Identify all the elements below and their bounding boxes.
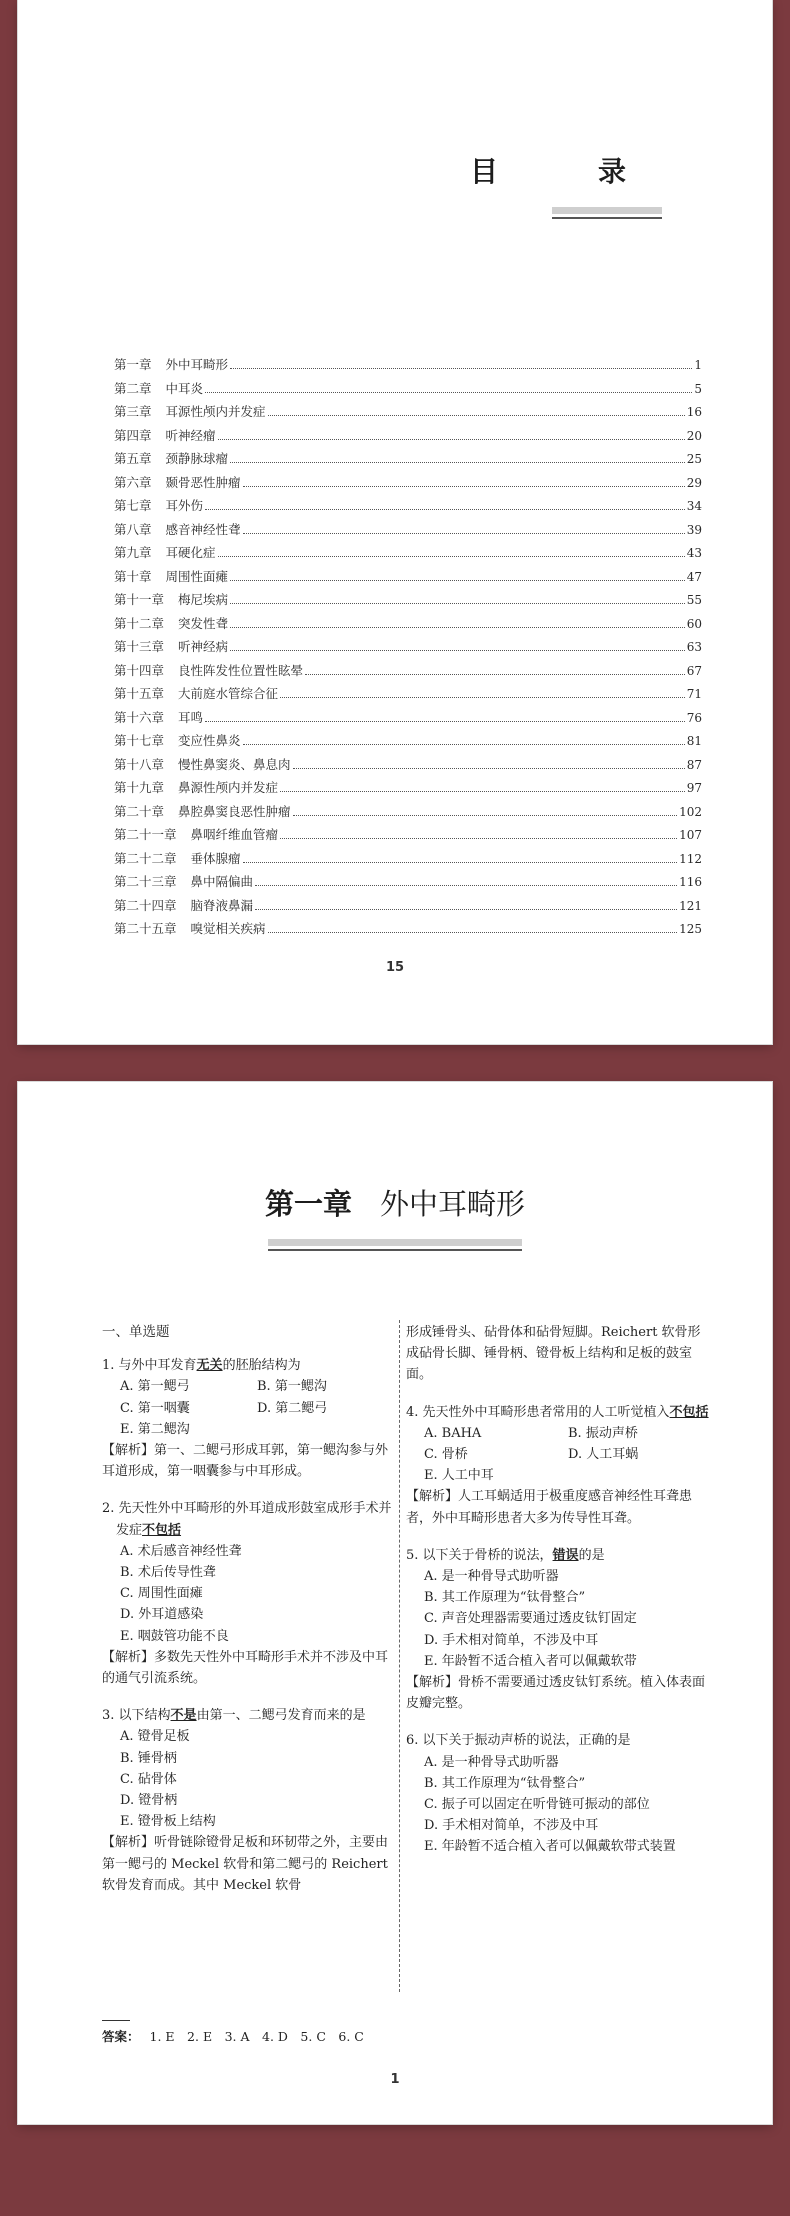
toc-entry xyxy=(114,731,702,755)
option-row xyxy=(102,1398,394,1419)
toc-entry xyxy=(114,919,702,943)
toc-chapter-number: 第二十三章 xyxy=(114,874,177,889)
toc-leader-dots xyxy=(205,508,685,510)
toc-chapter-title: 周围性面瘫 xyxy=(165,568,229,584)
toc-chapter-title: 听神经病 xyxy=(178,639,229,654)
toc-entry xyxy=(114,402,702,426)
option: C. 砧骨体 xyxy=(120,1771,177,1787)
chapter-number: 第一章 xyxy=(264,1187,352,1221)
toc-page-number: 116 xyxy=(679,875,702,889)
toc-chapter-title: 感音神经性聋 xyxy=(165,521,241,537)
toc-chapter-number: 第十九章 xyxy=(114,780,165,795)
toc-chapter-number: 第九章 xyxy=(114,545,152,560)
page-number: 15 xyxy=(385,960,405,975)
option: B. 其工作原理为“钛骨整合” xyxy=(424,1775,586,1791)
explanation-continued: 形成锤骨头、砧骨体和砧骨短脚。Reichert 软骨形成砧骨长脚、锤骨柄、镫骨板上结构和足板的鼓室面。 xyxy=(406,1325,701,1383)
toc-chapter-title: 颈静脉球瘤 xyxy=(165,451,229,466)
explanation: 【解析】骨桥不需要通过透皮钛钉系统。植入体表面皮瓣完整。 xyxy=(406,1675,706,1712)
toc-chapter-title: 嗅觉相关疾病 xyxy=(190,921,266,936)
toc-leader-dots xyxy=(280,837,677,839)
chapter-title: 外中耳畸形 xyxy=(380,1187,526,1221)
option: D. 第二鳃弓 xyxy=(257,1400,328,1416)
toc-entry xyxy=(114,872,702,896)
option: E. 人工中耳 xyxy=(424,1468,494,1484)
toc-entry xyxy=(114,449,702,473)
page-number: 1 xyxy=(390,2072,400,2087)
toc-entry xyxy=(114,661,702,685)
question-2 xyxy=(102,1498,394,1689)
option: D. 镫骨柄 xyxy=(120,1793,178,1809)
toc-page-number: 102 xyxy=(679,804,702,819)
toc-leader-dots xyxy=(243,485,685,487)
toc-leader-dots xyxy=(255,908,677,910)
toc-entry xyxy=(114,755,702,779)
right-column xyxy=(406,1322,712,1874)
toc-page-number: 29 xyxy=(686,475,702,490)
toc-chapter-number: 第二章 xyxy=(114,380,152,396)
toc-leader-dots xyxy=(305,673,685,675)
toc-chapter-title: 颞骨恶性肿瘤 xyxy=(165,474,241,490)
toc-leader-dots xyxy=(268,414,685,416)
toc-entry xyxy=(114,520,702,544)
answer-key-label: 答案： xyxy=(102,2029,140,2044)
toc-chapter-number: 第二十四章 xyxy=(114,897,177,913)
toc-chapter-title: 慢性鼻窦炎、鼻息肉 xyxy=(178,756,291,772)
toc-page-number: 55 xyxy=(686,593,702,607)
option: B. 其工作原理为“钛骨整合” xyxy=(424,1590,586,1606)
toc-chapter-title: 良性阵发性位置性眩晕 xyxy=(178,662,304,678)
explanation: 【解析】第一、二鳃弓形成耳郭，第一鳃沟参与外耳道形成，第一咽囊参与中耳形成。 xyxy=(102,1443,389,1480)
option: E. 年龄暂不适合植入者可以佩戴软带 xyxy=(424,1653,637,1669)
option: C. 骨桥 xyxy=(424,1447,468,1463)
question-stem: 6. 以下关于振动声桥的说法，正确的是 xyxy=(406,1733,631,1749)
option: C. 第一咽囊 xyxy=(120,1400,190,1416)
toc-entry xyxy=(114,426,702,450)
question-stem: 3. 以下结构不是由第一、二鳃弓发育而来的是 xyxy=(102,1708,366,1724)
toc-page-number: 20 xyxy=(686,428,702,443)
explanation: 【解析】多数先天性外中耳畸形手术并不涉及中耳的通气引流系统。 xyxy=(102,1649,389,1687)
title-rule xyxy=(552,207,662,221)
toc-chapter-title: 耳硬化症 xyxy=(165,545,216,560)
option: D. 手术相对简单，不涉及中耳 xyxy=(424,1632,599,1648)
option-row xyxy=(406,1444,712,1465)
option-row xyxy=(406,1423,712,1444)
option: A. 是一种骨导式助听器 xyxy=(424,1569,559,1585)
toc-chapter-number: 第四章 xyxy=(114,427,152,443)
option: E. 咽鼓管功能不良 xyxy=(120,1628,229,1644)
toc-leader-dots xyxy=(230,579,685,581)
option: B. 术后传导性聋 xyxy=(120,1565,216,1581)
question-stem: 4. 先天性外中耳畸形患者常用的人工听觉植入不包括 xyxy=(406,1404,709,1420)
toc-chapter-number: 第十七章 xyxy=(114,733,165,748)
option: A. 第一鳃弓 xyxy=(120,1379,190,1395)
question-stem: 1. 与外中耳发育无关的胚胎结构为 xyxy=(102,1358,301,1374)
toc-entry xyxy=(114,496,702,520)
toc-chapter-number: 第七章 xyxy=(114,498,152,513)
toc-leader-dots xyxy=(280,696,685,698)
toc-chapter-number: 第二十章 xyxy=(114,803,165,819)
toc-chapter-number: 第一章 xyxy=(114,357,152,372)
toc-page-number: 81 xyxy=(686,734,702,748)
toc-chapter-title: 梅尼埃病 xyxy=(178,592,229,607)
option: B. 锤骨柄 xyxy=(120,1750,177,1766)
toc-chapter-title: 变应性鼻炎 xyxy=(178,733,241,748)
chapter-page xyxy=(18,1082,772,2124)
question-1 xyxy=(102,1355,394,1482)
toc-entry xyxy=(114,543,702,567)
answer-key xyxy=(102,2027,364,2045)
toc-chapter-title: 脑脊液鼻漏 xyxy=(190,897,254,913)
toc-chapter-number: 第五章 xyxy=(114,451,152,466)
toc-page-number: 5 xyxy=(694,381,702,396)
toc-leader-dots xyxy=(293,814,678,816)
option-row xyxy=(102,1376,394,1397)
left-column xyxy=(102,1322,394,1912)
option: A. 是一种骨导式助听器 xyxy=(424,1754,559,1770)
question-3 xyxy=(102,1705,394,1896)
toc-leader-dots xyxy=(280,790,685,792)
toc-entry xyxy=(114,379,702,403)
toc-page-number: 39 xyxy=(686,522,702,537)
toc-page-number: 16 xyxy=(686,405,702,419)
toc-leader-dots xyxy=(205,391,692,393)
toc-chapter-title: 耳外伤 xyxy=(165,498,204,513)
toc-entry xyxy=(114,637,702,661)
toc-entry xyxy=(114,684,702,708)
toc-entry xyxy=(114,708,702,732)
column-divider xyxy=(399,1320,400,1992)
toc-entry xyxy=(114,825,702,849)
toc-leader-dots xyxy=(230,367,692,369)
toc-chapter-title: 中耳炎 xyxy=(165,380,204,396)
toc-chapter-number: 第十章 xyxy=(114,568,152,584)
toc-chapter-number: 第十一章 xyxy=(114,592,165,607)
toc-chapter-number: 第二十二章 xyxy=(114,850,177,866)
toc-entry xyxy=(114,849,702,873)
toc-chapter-title: 突发性聋 xyxy=(178,615,229,631)
question-4 xyxy=(406,1402,712,1529)
toc-chapter-number: 第三章 xyxy=(114,404,152,419)
option: A. 镫骨足板 xyxy=(120,1729,190,1745)
toc-chapter-title: 外中耳畸形 xyxy=(165,357,229,372)
option: A. 术后感音神经性聋 xyxy=(120,1543,242,1559)
toc-chapter-title: 耳源性颅内并发症 xyxy=(165,404,266,419)
toc-page-number: 43 xyxy=(686,546,702,560)
toc-page-number: 63 xyxy=(686,640,702,654)
toc-chapter-title: 听神经瘤 xyxy=(165,427,216,443)
toc-page-number: 67 xyxy=(686,663,702,678)
toc-chapter-number: 第十三章 xyxy=(114,639,165,654)
toc-chapter-title: 鼻咽纤维血管瘤 xyxy=(190,827,279,842)
option: B. 振动声桥 xyxy=(568,1425,638,1441)
question-6 xyxy=(406,1730,712,1857)
toc-leader-dots xyxy=(243,532,685,534)
toc-page-number: 71 xyxy=(686,687,702,701)
toc-page-number: 112 xyxy=(679,851,702,866)
toc-chapter-number: 第二十一章 xyxy=(114,827,177,842)
toc-leader-dots xyxy=(230,649,685,651)
toc-chapter-number: 第二十五章 xyxy=(114,921,177,936)
option: A. BAHA xyxy=(424,1425,482,1441)
toc-entry xyxy=(114,355,702,379)
toc-leader-dots xyxy=(255,884,677,886)
toc-chapter-number: 第十六章 xyxy=(114,709,165,725)
toc-entry xyxy=(114,590,702,614)
toc-entry xyxy=(114,567,702,591)
toc-chapter-number: 第六章 xyxy=(114,474,152,490)
toc-leader-dots xyxy=(230,461,685,463)
toc-list xyxy=(114,355,702,943)
toc-page-number: 25 xyxy=(686,452,702,466)
option: C. 声音处理器需要通过透皮钛钉固定 xyxy=(424,1611,637,1627)
toc-page-number: 34 xyxy=(686,499,702,513)
title-rule xyxy=(268,1239,522,1253)
toc-chapter-number: 第八章 xyxy=(114,521,152,537)
toc-chapter-title: 耳鸣 xyxy=(178,709,204,725)
toc-chapter-number: 第十八章 xyxy=(114,756,165,772)
option: D. 外耳道感染 xyxy=(120,1607,204,1623)
question-stem: 2. 先天性外中耳畸形的外耳道成形鼓室成形手术并发症不包括 xyxy=(102,1501,392,1538)
toc-leader-dots xyxy=(243,743,685,745)
toc-entry xyxy=(114,896,702,920)
toc-page-number: 1 xyxy=(694,358,702,372)
toc-chapter-title: 鼻中隔偏曲 xyxy=(190,874,254,889)
option: E. 第二鳃沟 xyxy=(120,1421,190,1437)
toc-title: 目 录 xyxy=(469,155,662,188)
option: B. 第一鳃沟 xyxy=(257,1379,327,1395)
toc-entry xyxy=(114,473,702,497)
toc-page-number: 97 xyxy=(686,781,702,795)
toc-leader-dots xyxy=(243,861,678,863)
toc-chapter-title: 鼻源性颅内并发症 xyxy=(178,780,279,795)
toc-page-number: 125 xyxy=(679,922,702,936)
toc-chapter-number: 第十四章 xyxy=(114,662,165,678)
question-5 xyxy=(406,1545,712,1715)
toc-chapter-title: 垂体腺瘤 xyxy=(190,850,241,866)
toc-entry xyxy=(114,802,702,826)
toc-entry xyxy=(114,778,702,802)
toc-leader-dots xyxy=(205,720,685,722)
answer-key-values: 1. E 2. E 3. A 4. D 5. C 6. C xyxy=(149,2029,364,2044)
explanation: 【解析】人工耳蜗适用于极重度感音神经性耳聋患者，外中耳畸形患者大多为传导性耳聋。 xyxy=(406,1489,693,1526)
toc-page-number: 107 xyxy=(679,828,702,842)
toc-chapter-number: 第十五章 xyxy=(114,686,165,701)
toc-leader-dots xyxy=(218,555,685,557)
explanation: 【解析】听骨链除镫骨足板和环韧带之外，主要由第一鳃弓的 Meckel 软骨和第二鳃弓的 Reichert 软骨发育而成。其中 Meckel 软骨 xyxy=(102,1835,389,1893)
toc-leader-dots xyxy=(230,626,685,628)
toc-page-number: 87 xyxy=(686,757,702,772)
toc-page-number: 47 xyxy=(686,569,702,584)
toc-chapter-title: 大前庭水管综合征 xyxy=(178,686,279,701)
toc-chapter-title: 鼻腔鼻窦良恶性肿瘤 xyxy=(178,803,291,819)
section-title: 一、单选题 xyxy=(102,1324,170,1340)
chapter-heading xyxy=(18,1182,772,1223)
toc-page xyxy=(18,0,772,1044)
toc-page-number: 60 xyxy=(686,616,702,631)
toc-leader-dots xyxy=(218,438,685,440)
toc-chapter-number: 第十二章 xyxy=(114,615,165,631)
answers-rule xyxy=(102,2020,130,2021)
option: C. 周围性面瘫 xyxy=(120,1586,203,1602)
option: D. 人工耳蜗 xyxy=(568,1447,639,1463)
question-stem: 5. 以下关于骨桥的说法，错误的是 xyxy=(406,1547,605,1563)
toc-leader-dots xyxy=(293,767,685,769)
toc-entry xyxy=(114,614,702,638)
option: E. 年龄暂不适合植入者可以佩戴软带式装置 xyxy=(424,1839,676,1855)
option: E. 镫骨板上结构 xyxy=(120,1814,216,1830)
toc-leader-dots xyxy=(230,602,685,604)
option: C. 振子可以固定在听骨链可振动的部位 xyxy=(424,1797,650,1813)
toc-page-number: 121 xyxy=(679,898,702,913)
toc-page-number: 76 xyxy=(686,710,702,725)
option: D. 手术相对简单，不涉及中耳 xyxy=(424,1818,599,1834)
toc-leader-dots xyxy=(268,931,678,933)
